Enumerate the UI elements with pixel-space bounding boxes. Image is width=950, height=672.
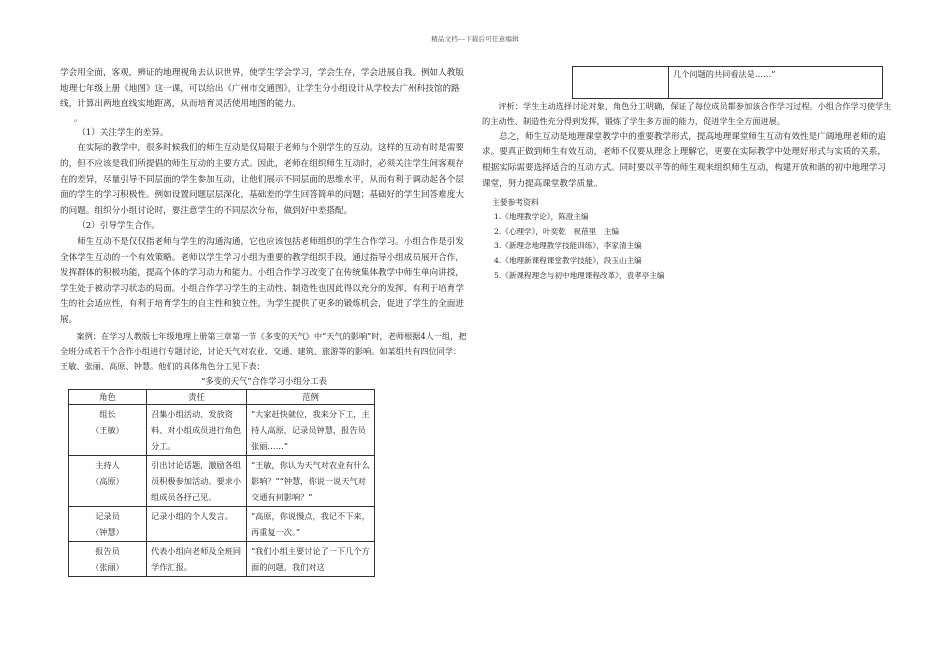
table-row <box>69 456 375 507</box>
example-cell: “王敏，你认为天气对农业有什么影响？”“钟慧，你说一说天气对交通有何影响？” <box>247 456 375 507</box>
table-row <box>69 405 375 456</box>
role-cell <box>69 507 147 542</box>
role-member: （张丽） <box>91 562 124 573</box>
role-label: 组长 <box>99 409 116 420</box>
reference-item: 5.《新课程理念与初中地理课程改革》，袁孝亭主编 <box>494 270 665 280</box>
reference-item: 2.《心理学》，叶奕乾 祝蓓里 主编 <box>494 226 619 236</box>
table-header-row <box>69 390 375 405</box>
intro-paragraph: 学会用全面，客观，辨证的地理视角去认识世界，使学生学会学习，学会生存，学会进展自我。例如人教版地理七年级上册《地图》这一课，可以给出《广州市交通图》，让学生分小组设计从学校去广州科技馆的路线，计算出两地直线实地距离，从而培育灵活使用地图的能力。 <box>60 68 464 110</box>
role-member: （钟慧） <box>91 527 124 538</box>
case-paragraph: 案例：在学习人教版七年级地理上册第三章第一节《多变的天气》中“天气的影响”时，老师根据4人一组，把全班分成若干个合作小组进行专题讨论，讨论天气对农业、交通、建筑、旅游等的影响。如某组共有四位同学：王敏、张丽、高原、钟慧。他们的具体角色分工见下表： <box>60 330 467 371</box>
header-cell: 范例 <box>247 390 375 405</box>
summary-paragraph: 总之，师生互动是地理课堂教学中的重要教学形式，提高地理课堂师生互动有效性是广阔地理老师的追求。要真正做到师生有效互动，老师不仅要从理念上理解它，更要在实际教学中处理好形式与实质的关系，根据实际需要选择适合的互动方式。同时要以平等的师生观来组织师生互动，构建开放和谐的初中地理学习课堂，努力提高课堂教学质量。 <box>482 131 886 189</box>
reference-item: 3.《新理念地理教学技能训练》，李家清主编 <box>494 241 642 251</box>
role-label: 记录员 <box>95 511 120 522</box>
role-cell <box>69 405 147 456</box>
table-row <box>573 67 883 99</box>
comment-paragraph: 评析：学生主动选择讨论对象，角色分工明确，保证了每位成员都参加该合作学习过程。小组合作学习使学生的主动性、制造性充分得到发挥，锻炼了学生多方面的能力，促进学生全方面进展。 <box>482 101 892 127</box>
table-row <box>69 507 375 542</box>
role-label: 主持人 <box>95 460 120 471</box>
example-cell: 几个问题的共同看法是……” <box>669 67 883 99</box>
duty-cell: 代表小组向老师及全班同学作汇报。 <box>147 542 247 577</box>
right-column <box>482 66 894 283</box>
heading-2: （2）引导学生合作。 <box>77 221 160 232</box>
duty-cell: 召集小组活动、发放资料、对小组成员进行角色分工。 <box>147 405 247 456</box>
example-cell: “高原，你说慢点，我记不下来，再重复一次。” <box>247 507 375 542</box>
page-header: 精品文档---下载后可任意编辑 <box>431 35 519 43</box>
role-member: （高原） <box>91 476 124 487</box>
left-column <box>60 66 468 577</box>
duty-cell: 记录小组的个人发言。 <box>147 507 247 542</box>
example-cell: “大家赶快就位，我来分下工，主持人高原，记录员钟慧，报告员张丽……” <box>247 405 375 456</box>
paragraph-1: 在实际的教学中，很多时候我们的师生互动是仅局限于老师与个别学生的互动。这样的互动有时是需要的，但不应该是我们所提倡的师生互动的主要方式。因此，老师在组织师生互动时，必须关注学生间客观存在的差异，尽量引导不同层面的学生参加互动，让他们展示不同层面的思维水平，从而有利于调动起各个层面的学生的学习积极性。例如设置问题层层深化，基础差的学生回答简单的问题；基础好的学生回答难度大的问题。组织分小组讨论时，要注意学生的不同层次分布，做到好中差搭配。 <box>60 143 464 216</box>
heading-1: （1）关注学生的差异。 <box>77 127 169 138</box>
group-roles-table <box>68 389 375 577</box>
header-cell: 角色 <box>69 390 147 405</box>
role-cell <box>69 542 147 577</box>
reference-item: 4.《地理新课程课堂教学技能》，段玉山主编 <box>494 255 642 265</box>
duty-cell-empty <box>573 67 669 99</box>
role-member: （王敏） <box>91 425 124 436</box>
reference-item: 1.《地理教学论》，陈澄主编 <box>494 212 589 222</box>
duty-cell: 引出讨论话题，激励各组员积极参加活动。要求小组成员各抒己见。 <box>147 456 247 507</box>
table-row <box>69 542 375 577</box>
references-title: 主要参考资料 <box>492 198 539 208</box>
stray-dot: 。 <box>74 113 83 124</box>
table-caption: “多变的天气”合作学习小组分工表 <box>201 376 327 387</box>
example-cell: “我们小组主要讨论了一下几个方面的问题，我们对这 <box>247 542 375 577</box>
role-label: 报告员 <box>95 546 120 557</box>
header-cell: 责任 <box>147 390 247 405</box>
paragraph-2: 师生互动不是仅仅指老师与学生的沟通沟通，它也应该包括老师组织的学生合作学习。小组合作是引发全体学生互动的一个有效策略。老师以学生学习小组为重要的教学组织手段，通过指导小组成员展开合作，发挥群体的积极功能，提高个体的学习动力和能力。小组合作学习改变了在传统集体教学中师生单向讲授，学生处于被动学习状态的局面。小组合作学习学生的主动性、制造性也因此得以充分的发挥，有利于培育学生的社会适应性，有利于培育学生的自主性和独立性，为学生提供了更多的锻炼机会，促进了学生的全面进展。 <box>60 236 464 325</box>
role-cell <box>69 456 147 507</box>
table-continuation <box>572 66 883 99</box>
